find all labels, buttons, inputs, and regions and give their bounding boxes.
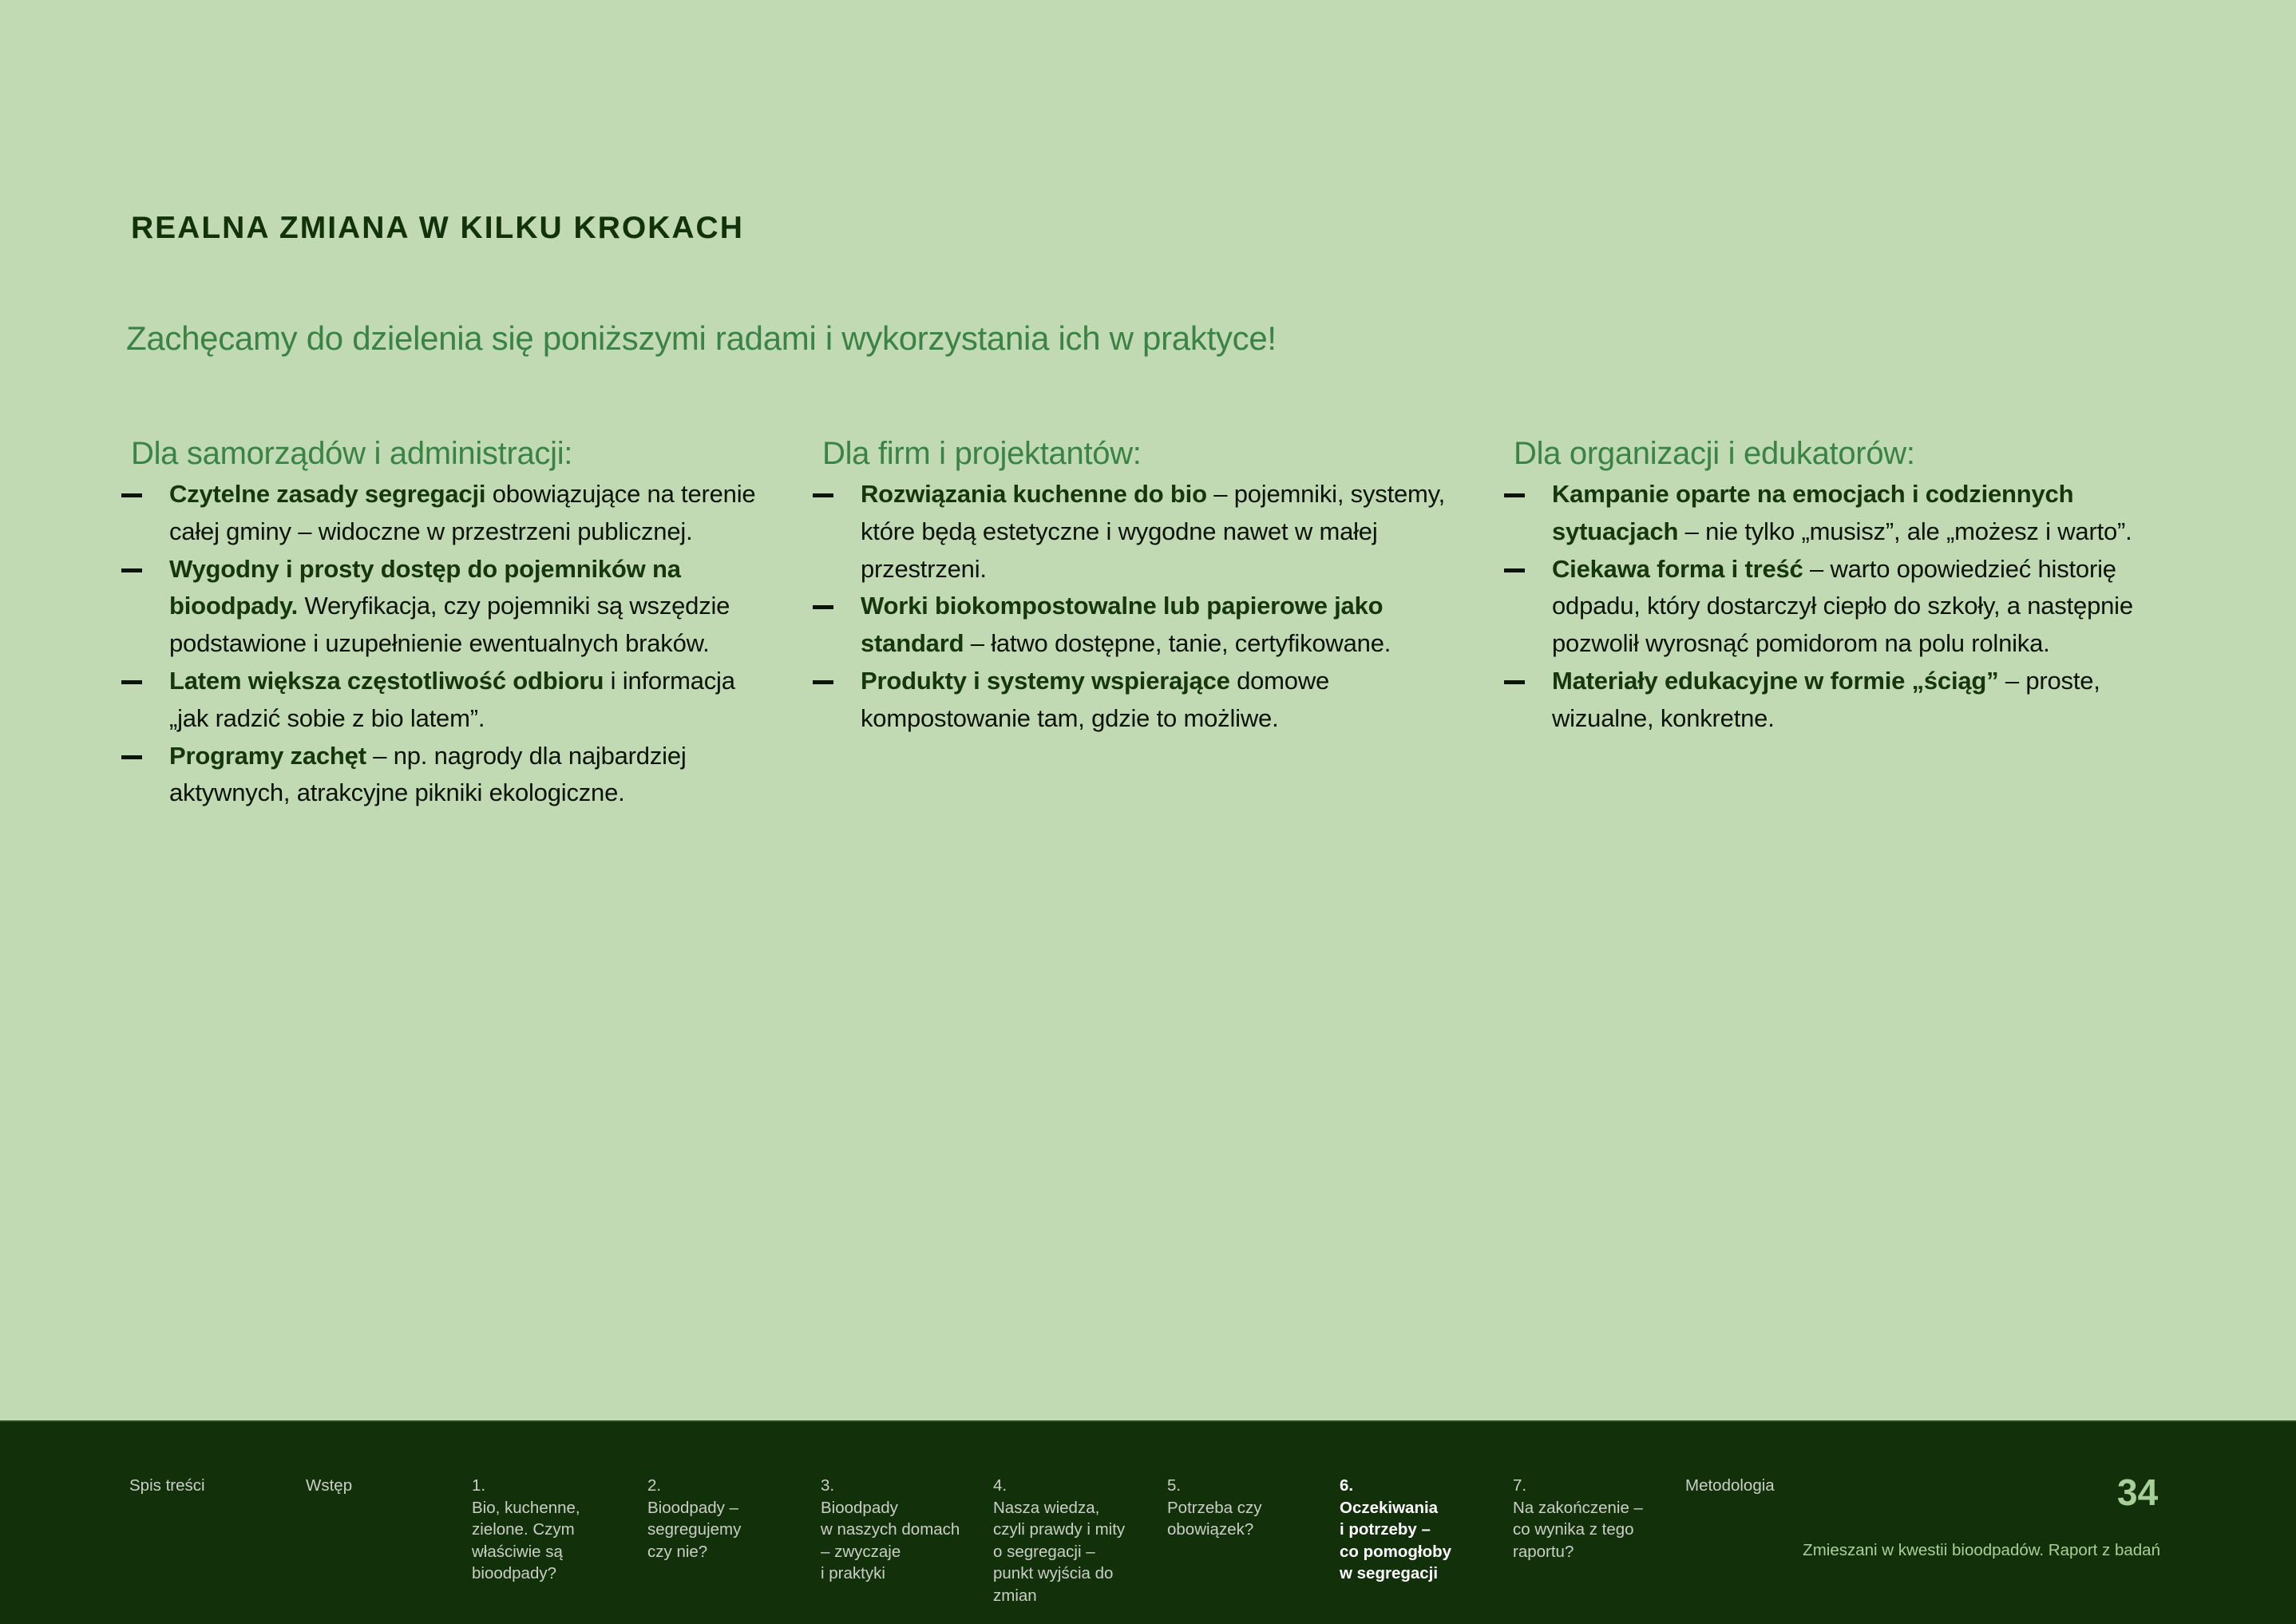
nav-item-line: 6.	[1340, 1476, 1354, 1495]
item-bold: Materiały edukacyjne w formie „ściąg”	[1552, 666, 1999, 695]
nav-item-line: Potrzeba czy	[1167, 1498, 1262, 1517]
dash-bullet-icon	[121, 493, 142, 497]
nav-item-line: 4.	[993, 1476, 1007, 1495]
nav-item-line: 2.	[647, 1476, 662, 1495]
page-title: REALNA ZMIANA W KILKU KROKACH	[131, 211, 744, 245]
nav-item-line: czy nie?	[647, 1542, 708, 1561]
nav-item-line: Nasza wiedza,	[993, 1498, 1100, 1517]
dash-bullet-icon	[121, 568, 142, 572]
nav-item-line: bioodpady?	[472, 1564, 557, 1582]
list-item	[121, 738, 760, 813]
nav-item-chapter-3[interactable]	[821, 1475, 980, 1585]
nav-item-line: raportu?	[1513, 1542, 1574, 1561]
item-bold: Wygodny i prosty dostęp do pojemników na bioodpady.	[169, 554, 681, 620]
nav-item-line: 7.	[1513, 1476, 1527, 1495]
item-bold: Rozwiązania kuchenne do bio	[861, 480, 1207, 508]
nav-item-line: segregujemy	[647, 1520, 742, 1539]
item-text: – np. nagrody dla najbardziej aktywnych, atrakcyjne pikniki ekologiczne.	[169, 741, 687, 807]
column-heading: Dla firm i projektantów:	[822, 436, 1142, 471]
item-text: – proste, wizualne, konkretne.	[1552, 666, 2100, 732]
nav-item-chapter-1[interactable]	[472, 1475, 631, 1585]
nav-item-line: w naszych domach	[821, 1520, 960, 1539]
item-text: – warto opowiedzieć historię odpadu, który dostarczył ciepło do szkoły, a następnie pozwolił wyrosnąć pomidorom na polu rolnika.	[1552, 554, 2133, 658]
nav-item-line: punkt wyjścia do	[993, 1564, 1114, 1582]
item-text: – łatwo dostępne, tanie, certyfikowane.	[964, 629, 1391, 658]
dash-bullet-icon	[1504, 680, 1525, 684]
nav-item-line: co pomogłoby	[1340, 1542, 1452, 1561]
nav-item-line: Bioodpady –	[647, 1498, 738, 1517]
item-text: – nie tylko „musisz”, ale „możesz i warto”.	[1678, 517, 2132, 545]
nav-item-line: 1.	[472, 1476, 486, 1495]
nav-item-line: co wynika z tego	[1513, 1520, 1634, 1539]
item-bold: Kampanie oparte na emocjach i codziennych sytuacjach	[1552, 480, 2074, 545]
nav-item-line: o segregacji –	[993, 1542, 1095, 1561]
nav-item-wstep[interactable]	[306, 1475, 465, 1497]
item-bold: Latem większa częstotliwość odbioru	[169, 666, 604, 695]
list-item	[1504, 551, 2143, 663]
item-bold: Produkty i systemy wspierające	[861, 666, 1230, 695]
nav-item-line: czyli prawdy i mity	[993, 1520, 1126, 1539]
dash-bullet-icon	[813, 680, 833, 684]
nav-item-line: 3.	[821, 1476, 835, 1495]
report-title: Zmieszani w kwestii bioodpadów. Raport z badań	[1803, 1541, 2160, 1559]
nav-item-line: – zwyczaje	[821, 1542, 901, 1561]
nav-item-line: Bio, kuchenne,	[472, 1498, 580, 1517]
list-item	[1504, 663, 2143, 738]
item-text: – pojemniki, systemy, które będą estetyczne i wygodne nawet w małej przestrzeni.	[861, 480, 1446, 583]
item-bold: Programy zachęt	[169, 741, 366, 770]
item-bold: Czytelne zasady segregacji	[169, 480, 486, 508]
item-text: i informacja „jak radzić sobie z bio latem”.	[169, 666, 735, 732]
page-number: 34	[2117, 1472, 2159, 1513]
nav-item-chapter-5[interactable]	[1167, 1475, 1327, 1541]
nav-item-chapter-4[interactable]	[993, 1475, 1153, 1606]
nav-item-spis-tresci[interactable]	[129, 1475, 289, 1497]
dash-bullet-icon	[121, 680, 142, 684]
list-item	[813, 588, 1451, 663]
item-text: obowiązujące na terenie całej gminy – widoczne w przestrzeni publicznej.	[169, 480, 756, 545]
nav-item-line: Na zakończenie –	[1513, 1498, 1643, 1517]
nav-item-line: Bioodpady	[821, 1498, 898, 1517]
nav-item-chapter-6[interactable]	[1340, 1475, 1499, 1585]
dash-bullet-icon	[121, 755, 142, 759]
dash-bullet-icon	[813, 605, 833, 609]
nav-item-line: 5.	[1167, 1476, 1182, 1495]
column-companies	[813, 431, 1451, 738]
item-text: Weryfikacja, czy pojemniki są wszędzie podstawione i uzupełnienie ewentualnych braków.	[169, 592, 730, 658]
nav-item-chapter-7[interactable]	[1513, 1475, 1673, 1563]
tips-list	[121, 476, 760, 812]
list-item	[121, 551, 760, 663]
nav-item-chapter-2[interactable]	[647, 1475, 807, 1563]
nav-item-line: obowiązek?	[1167, 1520, 1254, 1539]
column-educators	[1504, 431, 2143, 738]
item-bold: Ciekawa forma i treść	[1552, 554, 1803, 583]
column-heading: Dla organizacji i edukatorów:	[1514, 436, 1915, 471]
list-item	[121, 476, 760, 551]
list-item	[813, 663, 1451, 738]
dash-bullet-icon	[1504, 493, 1525, 497]
nav-item-line: zielone. Czym	[472, 1520, 575, 1539]
nav-item-line: Metodologia	[1685, 1476, 1775, 1495]
item-text: domowe kompostowanie tam, gdzie to możliwe.	[861, 666, 1330, 732]
nav-item-metodologia[interactable]	[1685, 1475, 1845, 1497]
item-bold: Worki biokompostowalne lub papierowe jako standard	[861, 592, 1384, 658]
tips-list	[813, 476, 1451, 738]
lead-text: Zachęcamy do dzielenia się poniższymi radami i wykorzystania ich w praktyce!	[126, 319, 1277, 357]
nav-item-line: w segregacji	[1340, 1564, 1439, 1582]
nav-item-line: zmian	[993, 1586, 1037, 1605]
dash-bullet-icon	[1504, 568, 1525, 572]
tips-list	[1504, 476, 2143, 738]
nav-item-line: właściwie są	[472, 1542, 563, 1561]
nav-item-line: Wstęp	[306, 1476, 353, 1495]
nav-item-line: Spis treści	[129, 1476, 205, 1495]
list-item	[813, 476, 1451, 588]
nav-item-line: Oczekiwania	[1340, 1498, 1439, 1517]
list-item	[121, 663, 760, 738]
column-administration	[121, 431, 760, 812]
column-heading: Dla samorządów i administracji:	[131, 436, 573, 471]
nav-item-line: i praktyki	[821, 1564, 885, 1582]
list-item	[1504, 476, 2143, 551]
dash-bullet-icon	[813, 493, 833, 497]
nav-item-line: i potrzeby –	[1340, 1520, 1431, 1539]
